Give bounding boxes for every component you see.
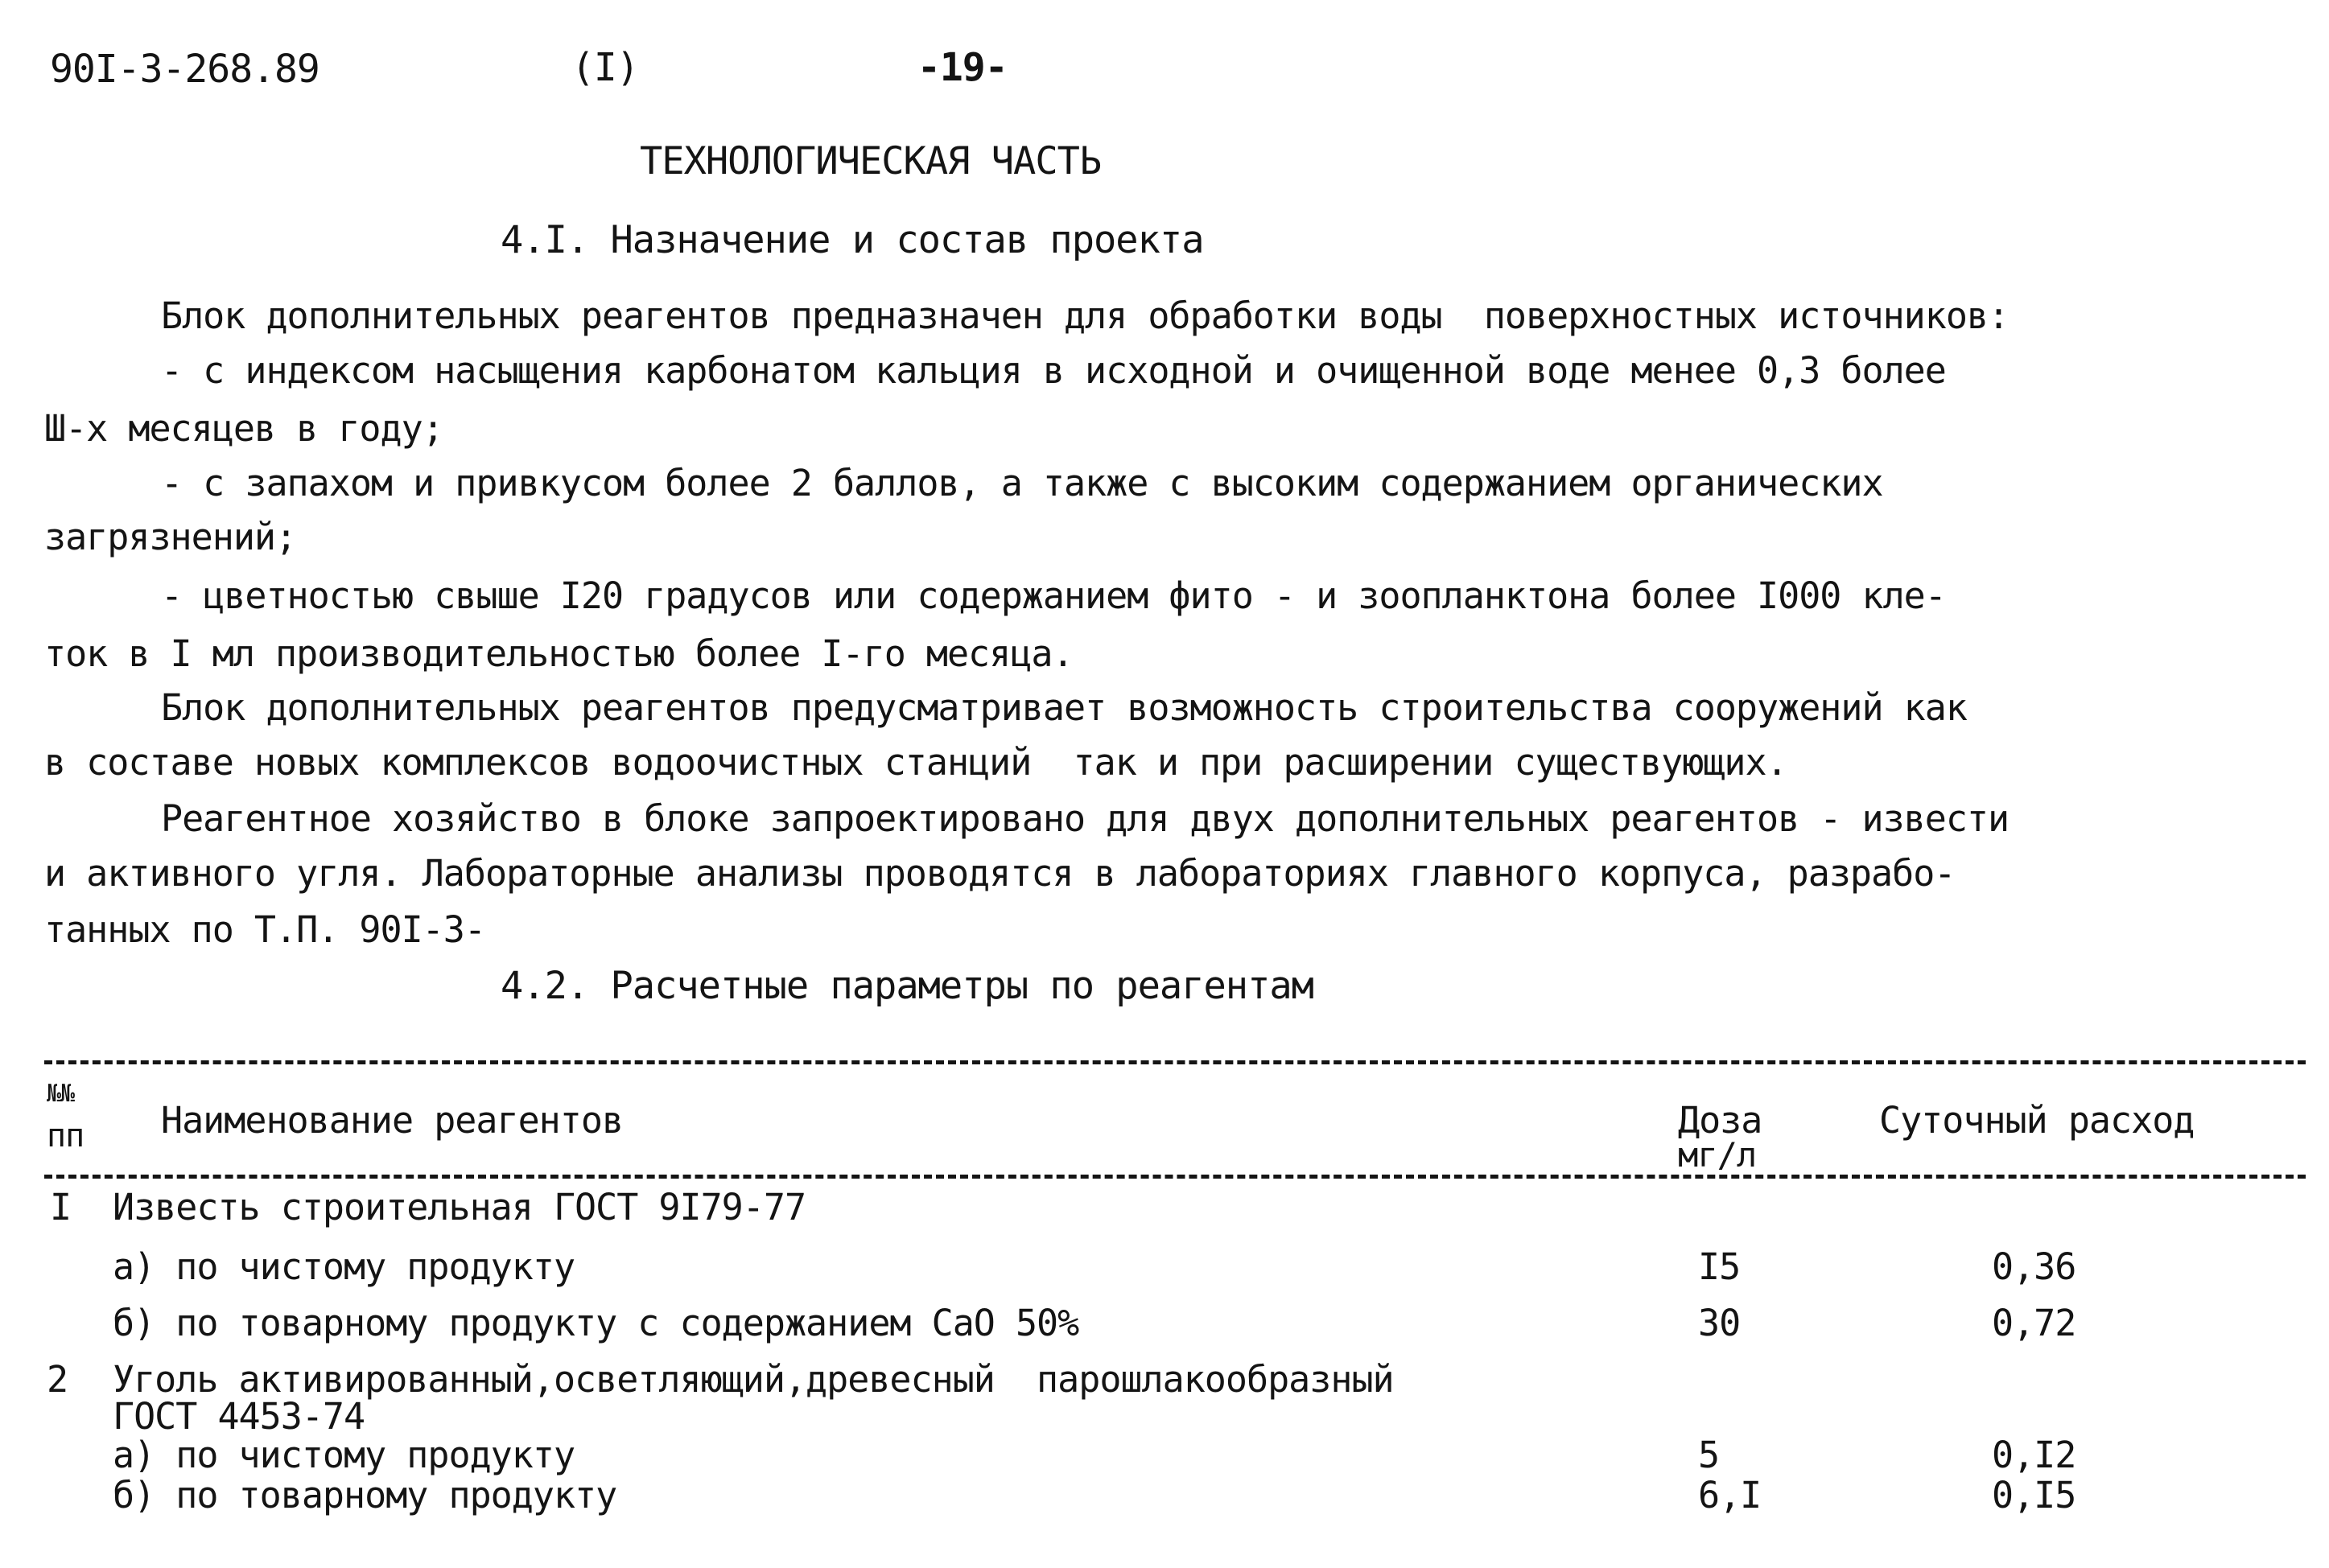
subsection-title-purpose: 4.I. Назначение и состав проекта bbox=[501, 218, 1204, 262]
table-row-number: I bbox=[50, 1186, 72, 1228]
body-line: Блок дополнительных реагентов предусматривает возможность строительства сооружений как bbox=[161, 686, 1967, 729]
table-header-name: Наименование реагентов bbox=[161, 1099, 624, 1142]
body-line: - цветностью свыше I20 градусов или содержанием фито - и зоопланктона более I000 кле- bbox=[161, 574, 1946, 617]
table-row-name: б) по товарному продукту с содержанием СаО 50% bbox=[113, 1302, 1079, 1344]
table-header-rule bbox=[44, 1175, 2306, 1179]
table-row-name: б) по товарному продукту bbox=[113, 1474, 617, 1517]
body-line: - с индексом насыщения карбонатом кальция в исходной и очищенной воде менее 0,3 более bbox=[161, 349, 1946, 392]
table-header-dose-unit: мг/л bbox=[1678, 1135, 1757, 1175]
table-row-dose: 6,I bbox=[1698, 1474, 1762, 1517]
table-row-daily: 0,72 bbox=[1992, 1302, 2076, 1344]
table-row-dose: 30 bbox=[1698, 1302, 1741, 1344]
table-header-number: №№ bbox=[47, 1080, 75, 1108]
table-header-dose: Доза bbox=[1678, 1099, 1762, 1142]
table-row-daily: 0,I2 bbox=[1992, 1434, 2076, 1476]
table-top-rule bbox=[44, 1060, 2306, 1064]
part-number: (I) bbox=[571, 45, 639, 90]
body-line: загрязнений; bbox=[44, 516, 297, 558]
table-row-daily: 0,I5 bbox=[1992, 1474, 2076, 1517]
body-line: танных по Т.П. 90I-3- bbox=[44, 908, 485, 951]
table-row-dose: I5 bbox=[1698, 1245, 1741, 1288]
table-row-name: ГОСТ 4453-74 bbox=[113, 1395, 365, 1438]
table-row-name: Известь строительная ГОСТ 9I79-77 bbox=[113, 1186, 806, 1228]
body-line: Реагентное хозяйство в блоке запроектировано для двух дополнительных реагентов - извести bbox=[161, 797, 2010, 840]
body-line: Блок дополнительных реагентов предназначен для обработки воды поверхностных источников: bbox=[161, 294, 2010, 337]
table-row-name: Уголь активированный,осветляющий,древесный парошлакообразный bbox=[113, 1358, 1394, 1401]
document-code: 90I-3-268.89 bbox=[50, 47, 319, 92]
table-row-number: 2 bbox=[47, 1358, 68, 1401]
table-row-name: а) по чистому продукту bbox=[113, 1245, 575, 1288]
table-row-daily: 0,36 bbox=[1992, 1245, 2076, 1288]
body-line: Ш-х месяцев в году; bbox=[44, 407, 443, 450]
body-line: ток в I мл производительностью более I-го месяца. bbox=[44, 632, 1074, 675]
body-line: и активного угля. Лабораторные анализы проводятся в лабораториях главного корпуса, разрабо- bbox=[44, 852, 1956, 895]
table-header-daily-consumption: Суточный расход bbox=[1879, 1099, 2195, 1142]
table-header-number: пп bbox=[47, 1117, 85, 1154]
subsection-title-parameters: 4.2. Расчетные параметры по реагентам bbox=[501, 964, 1313, 1008]
page-number: -19- bbox=[917, 45, 1008, 90]
body-line: в составе новых комплексов водоочистных станций так и при расширении существующих. bbox=[44, 741, 1787, 784]
section-title: ТЕХНОЛОГИЧЕСКАЯ ЧАСТЬ bbox=[640, 139, 1102, 183]
body-line: - с запахом и привкусом более 2 баллов, а также с высоким содержанием органических bbox=[161, 462, 1883, 504]
table-row-dose: 5 bbox=[1698, 1434, 1720, 1476]
table-row-name: а) по чистому продукту bbox=[113, 1434, 575, 1476]
